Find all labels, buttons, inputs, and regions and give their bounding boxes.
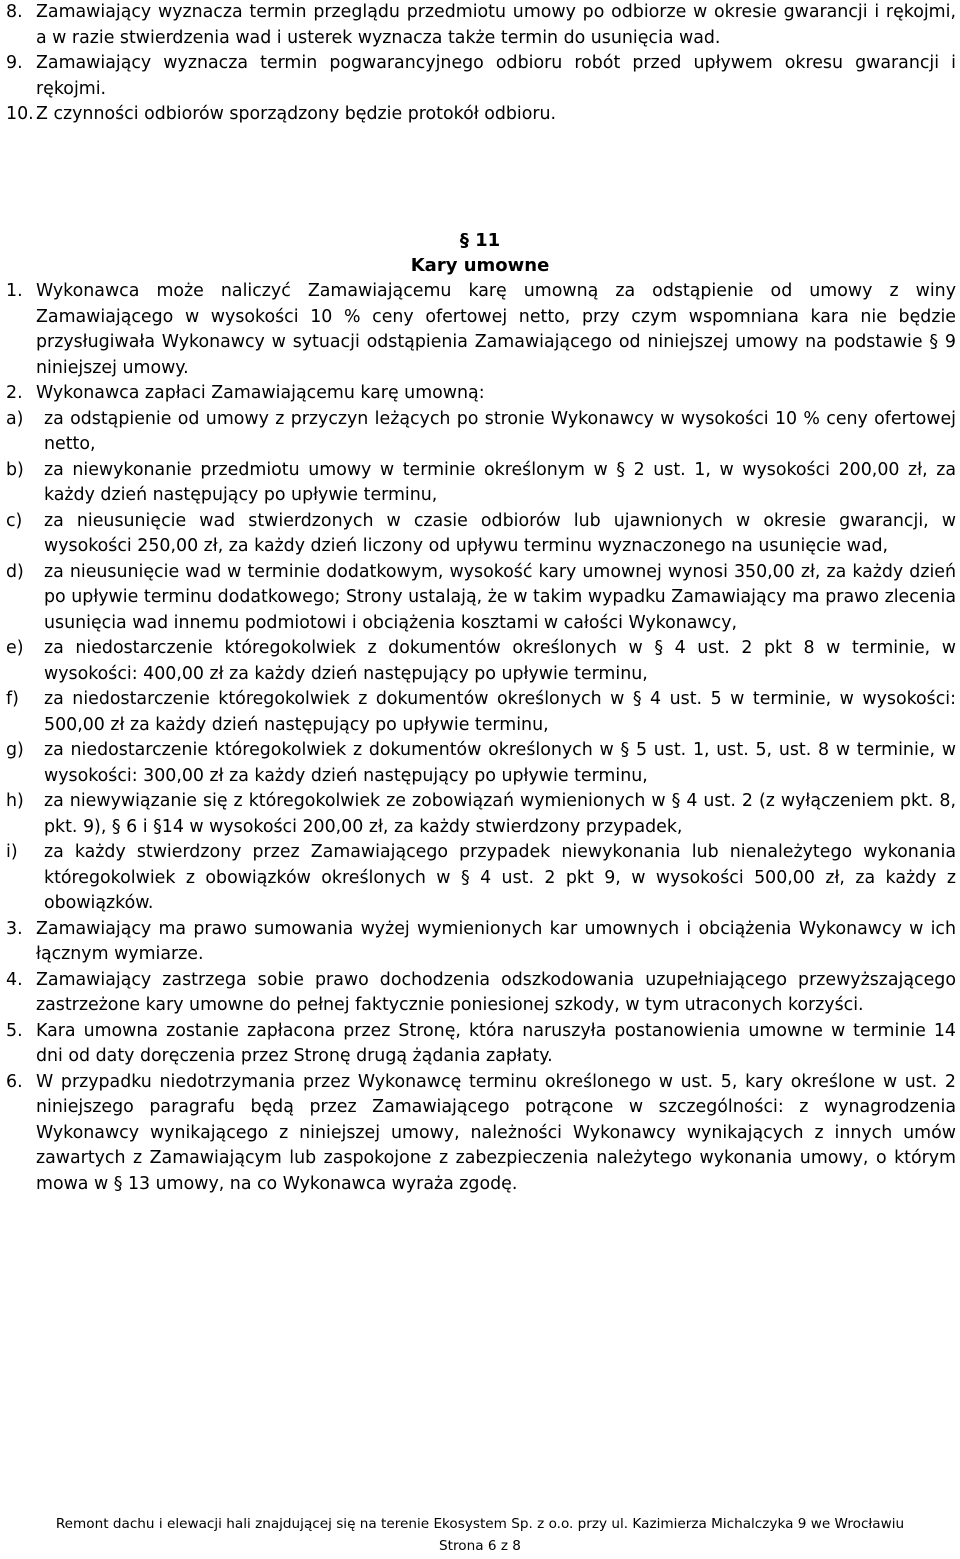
item-number: 3. <box>6 918 23 939</box>
item-number: 10. <box>6 104 34 124</box>
sub-item <box>6 458 956 509</box>
sub-item <box>6 738 956 789</box>
item-number: 6. <box>6 1071 23 1092</box>
item-text: Zamawiający zastrzega sobie prawo dochodzenia odszkodowania uzupełniającego przewyższającego zastrzeżone kary umowne do pełnej faktycznie poniesionej szkody, w tym utraconych korzyści. <box>36 969 956 1015</box>
item-text: Zamawiający ma prawo sumowania wyżej wymienionych kar umownych i obciążenia Wykonawcy w ich łącznym wymiarze. <box>36 918 956 964</box>
item-number: 2. <box>6 383 23 403</box>
sub-item-letter: e) <box>6 638 24 658</box>
sub-item-letter: i) <box>6 842 18 862</box>
sub-item-letter: c) <box>6 510 23 531</box>
item-text: W przypadku niedotrzymania przez Wykonawcę terminu określonego w ust. 5, kary określone w ust. 2 niniejszego paragrafu będą przez Zamawiającego potrącone w szczególności: z wynagrodzenia Wykonawcy wynikającego z niniejszej umowy, należności Wykonawcy wynikających z innych umów zawartych z Zamawiającym lub zaspokojone z zabezpieczenia należytego wykonania umowy, o którym mowa w § 13 umowy, na co Wykonawca wyraża zgodę. <box>36 1071 956 1194</box>
sub-item-text: za nieusunięcie wad w terminie dodatkowym, wysokość kary umownej wynosi 350,00 zł, za każdy dzień po upływie terminu dodatkowego; Strony ustalają, że w takim wypadku Zamawiający ma prawo zlecenia usunięcia wad innemu podmiotowi i obciążenia kosztami w całości Wykonawcy, <box>44 561 956 633</box>
item-number: 1. <box>6 281 23 301</box>
sub-item <box>6 509 956 560</box>
item-text: Kara umowna zostanie zapłacona przez Stronę, która naruszyła postanowienia umowne w terminie 14 dni od daty doręczenia przez Stronę drugą żądania zapłaty. <box>36 1020 956 1066</box>
sub-item-letter: g) <box>6 740 24 760</box>
item-number: 9. <box>6 53 23 73</box>
sub-item-letter: h) <box>6 791 24 811</box>
item-text: Zamawiający wyznacza termin przeglądu przedmiotu umowy po odbiorze w okresie gwarancji i rękojmi, a w razie stwierdzenia wad i usterek wyznacza także termin do usunięcia wad. <box>36 2 956 48</box>
sub-item-text: za odstąpienie od umowy z przyczyn leżących po stronie Wykonawcy w wysokości 10 % ceny ofertowej netto, <box>44 408 956 454</box>
item-number: 4. <box>6 969 23 990</box>
sub-item <box>6 407 956 458</box>
list-item <box>6 1019 956 1070</box>
list-item <box>6 917 956 968</box>
item-text: Wykonawca może naliczyć Zamawiającemu karę umowną za odstąpienie od umowy z winy Zamawiającego w wysokości 10 % ceny ofertowej netto, przy czym wspomniana kara nie będzie przysługiwała Wykonawcy w sytuacji odstąpienia Zamawiającego od niniejszej umowy na podstawie § 9 niniejszej umowy. <box>36 281 956 378</box>
section-symbol: § 11 <box>459 230 501 251</box>
sub-item <box>6 840 956 917</box>
sub-item-text: za niedostarczenie któregokolwiek z dokumentów określonych w § 5 ust. 1, ust. 5, ust. 8 w terminie, w wysokości: 300,00 zł za każdy dzień następujący po upływie terminu, <box>44 740 956 786</box>
sub-item-letter: b) <box>6 459 24 480</box>
sub-item-letter: a) <box>6 408 24 429</box>
item-text: Zamawiający wyznacza termin pogwarancyjnego odbioru robót przed upływem okresu gwarancji i rękojmi. <box>36 53 956 99</box>
section-title: Kary umowne <box>410 255 550 276</box>
top-items <box>6 0 956 128</box>
sub-item-text: za niewykonanie przedmiotu umowy w terminie określonym w § 2 ust. 1, w wysokości 200,00 zł, za każdy dzień następujący po upływie terminu, <box>44 459 956 505</box>
sub-item-text: za nieusunięcie wad stwierdzonych w czasie odbiorów lub ujawnionych w okresie gwarancji, w wysokości 250,00 zł, za każdy dzień liczony od upływu terminu wyznaczonego na usunięcie wad, <box>44 510 956 556</box>
sub-item <box>6 636 956 687</box>
sub-item <box>6 560 956 637</box>
list-item <box>6 51 956 102</box>
sub-list <box>6 407 956 917</box>
footer-title: Remont dachu i elewacji hali znajdującej się na terenie Ekosystem Sp. z o.o. przy ul. Kazimierza Michalczyka 9 we Wrocławiu <box>55 1516 905 1532</box>
sub-item <box>6 789 956 840</box>
list-item <box>6 279 956 381</box>
item-number: 8. <box>6 2 23 22</box>
sub-item-text: za niedostarczenie któregokolwiek z dokumentów określonych w § 4 ust. 2 pkt 8 w terminie, w wysokości: 400,00 zł za każdy dzień następujący po upływie terminu, <box>44 638 956 684</box>
list-item <box>6 1070 956 1198</box>
item-number: 5. <box>6 1020 23 1041</box>
item-text: Z czynności odbiorów sporządzony będzie protokół odbioru. <box>36 104 557 124</box>
item-text: Wykonawca zapłaci Zamawiającemu karę umowną: <box>36 383 485 403</box>
sub-item-letter: f) <box>6 689 19 709</box>
sub-item <box>6 687 956 738</box>
sub-item-letter: d) <box>6 561 24 582</box>
page-number: Strona 6 z 8 <box>439 1538 521 1554</box>
sub-item-text: za każdy stwierdzony przez Zamawiającego przypadek niewykonania lub nienależytego wykonania któregokolwiek z obowiązków określonych w § 4 ust. 2 pkt 9, w wysokości 500,00 zł, za każdy z obowiązków. <box>44 842 956 913</box>
sub-item-text: za niedostarczenie któregokolwiek z dokumentów określonych w § 4 ust. 5 w terminie, w wysokości: 500,00 zł za każdy dzień następujący po upływie terminu, <box>44 689 956 735</box>
list-item <box>6 102 956 128</box>
penalty-items <box>6 279 956 1197</box>
list-item <box>6 968 956 1019</box>
list-item <box>6 0 956 51</box>
sub-item-text: za niewywiązanie się z któregokolwiek ze zobowiązań wymienionych w § 4 ust. 2 (z wyłączeniem pkt. 8, pkt. 9), § 6 i §14 w wysokości 200,00 zł, za każdy stwierdzony przypadek, <box>44 791 956 837</box>
list-item <box>6 381 956 407</box>
